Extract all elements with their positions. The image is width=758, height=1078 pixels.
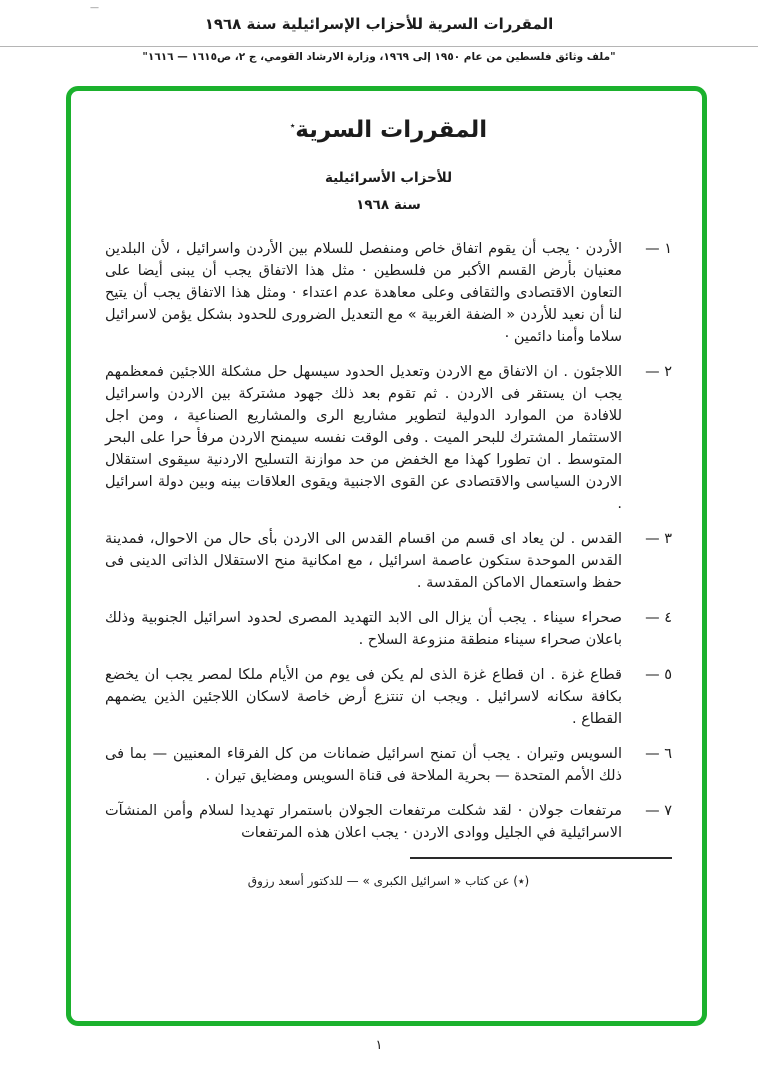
item-number: ٢ — — [645, 364, 672, 380]
item-text: القدس . لن يعاد اى قسم من اقسام القدس الى الاردن بأى حال من الاحوال، فمدينة القدس الموحدة ستكون عاصمة اسرائيل ، مع امكانية منح الاستقلال الذاتى الدينى فى حفظ واستعمال الاماكن المقدسة . — [105, 531, 622, 591]
item-text: الأردن · يجب أن يقوم اتفاق خاص ومنفصل للسلام بين الأردن واسرائيل ، لأن البلدين معنيان بأرض القسم الأكبر من فلسطين · مثل هذا الاتفاق يجب أن يبنى أيضا على التعاون الاقتصادى والثقافى وعلى معاهدة عدم اعتداء · ومثل هذا الاتفاق يجب أن يتيح لنا أن نعيد للأردن « الضفة الغربية » مع التعديل الضرورى للحدود بشكل يؤمن لاسرائيل سلاما وأمنا دائمين · — [105, 241, 622, 345]
list-item — [105, 743, 672, 787]
list-item — [105, 361, 672, 515]
item-number: ٣ — — [645, 531, 672, 547]
item-text: السويس وتيران . يجب أن تمنح اسرائيل ضمانات من كل الفرقاء المعنيين — بما فى ذلك الأمم المتحدة — بحرية الملاحة فى قناة السويس ومضايق تيران . — [105, 746, 622, 784]
item-text: صحراء سيناء . يجب أن يزال الى الابد التهديد المصرى لحدود اسرائيل الجنوبية وذلك باعلان صحراء سيناء منطقة منزوعة السلاح . — [105, 610, 622, 648]
header-divider — [0, 46, 758, 47]
item-number: ١ — — [645, 241, 672, 257]
footnote-marker: ٭ — [289, 120, 296, 132]
document-frame — [66, 86, 707, 1026]
item-text: مرتفعات جولان · لقد شكلت مرتفعات الجولان باستمرار تهديدا لسلام وأمن المنشآت الاسرائيلية في الجليل ووادى الاردن · يجب اعلان هذه المرتفعات — [105, 803, 622, 841]
document-title-text: المقررات السرية — [295, 117, 488, 143]
document-year: سنة ١٩٦٨ — [356, 197, 421, 213]
item-text: اللاجئون . ان الاتفاق مع الاردن وتعديل الحدود سيسهل حل مشكلة اللاجئين فمعظمهم يجب ان يستقر فى الاردن . ثم تقوم بعد ذلك جهود مشتركة بين الاردن واسرائيل للافادة من الموارد الدولية لتطوير مشاريع الرى والمشاريع الصناعية ، ومن اجل الاستثمار المشترك للبحر الميت . وفى الوقت نفسه سيمنح الاردن مرفأ حرا على البحر المتوسط . ان تطورا كهذا مع الخفض من حد موازنة التسليح الاردنية سيقوى استقلال الاردن السياسى والاقتصادى عن القوى الاجنبية ويقوى العلاقات بينه وبين دولة اسرائيل . — [105, 364, 622, 512]
item-number: ٧ — — [645, 803, 672, 819]
header-title: المقررات السرية للأحزاب الإسرائيلية سنة ١٩٦٨ — [204, 15, 554, 33]
document-content — [71, 91, 702, 1021]
resolutions-list — [105, 238, 672, 844]
list-item — [105, 664, 672, 730]
footnote-text: (٭) عن كتاب « اسرائيل الكبرى » — للدكتور أسعد رزوق — [247, 874, 530, 888]
list-item — [105, 528, 672, 594]
list-item — [105, 238, 672, 348]
footnote-divider — [410, 857, 672, 859]
item-number: ٤ — — [645, 610, 672, 626]
item-number: ٥ — — [645, 667, 672, 683]
header-source-citation: "ملف وثائق فلسطين من عام ١٩٥٠ إلى ١٩٦٩، وزارة الارشاد القومي، ج ٢، ص١٦١٥ — ١٦١٦" — [142, 51, 616, 63]
item-text: قطاع غزة . ان قطاع غزة الذى لم يكن فى يوم من الأيام ملكا لمصر يجب ان يخضع بكافة سكانه لاسرائيل . ويجب ان تنتزع أرض خاصة لاسكان اللاجئين الذين يضمهم القطاع . — [105, 667, 622, 727]
document-subtitle: للأحزاب الأسرائيلية — [324, 170, 453, 186]
page-number: ١ — [375, 1038, 383, 1053]
document-title — [105, 115, 672, 143]
list-item — [105, 607, 672, 651]
item-number: ٦ — — [645, 746, 672, 762]
page-header — [0, 14, 758, 33]
scan-artifact-dash: — — [90, 3, 99, 13]
list-item — [105, 800, 672, 844]
